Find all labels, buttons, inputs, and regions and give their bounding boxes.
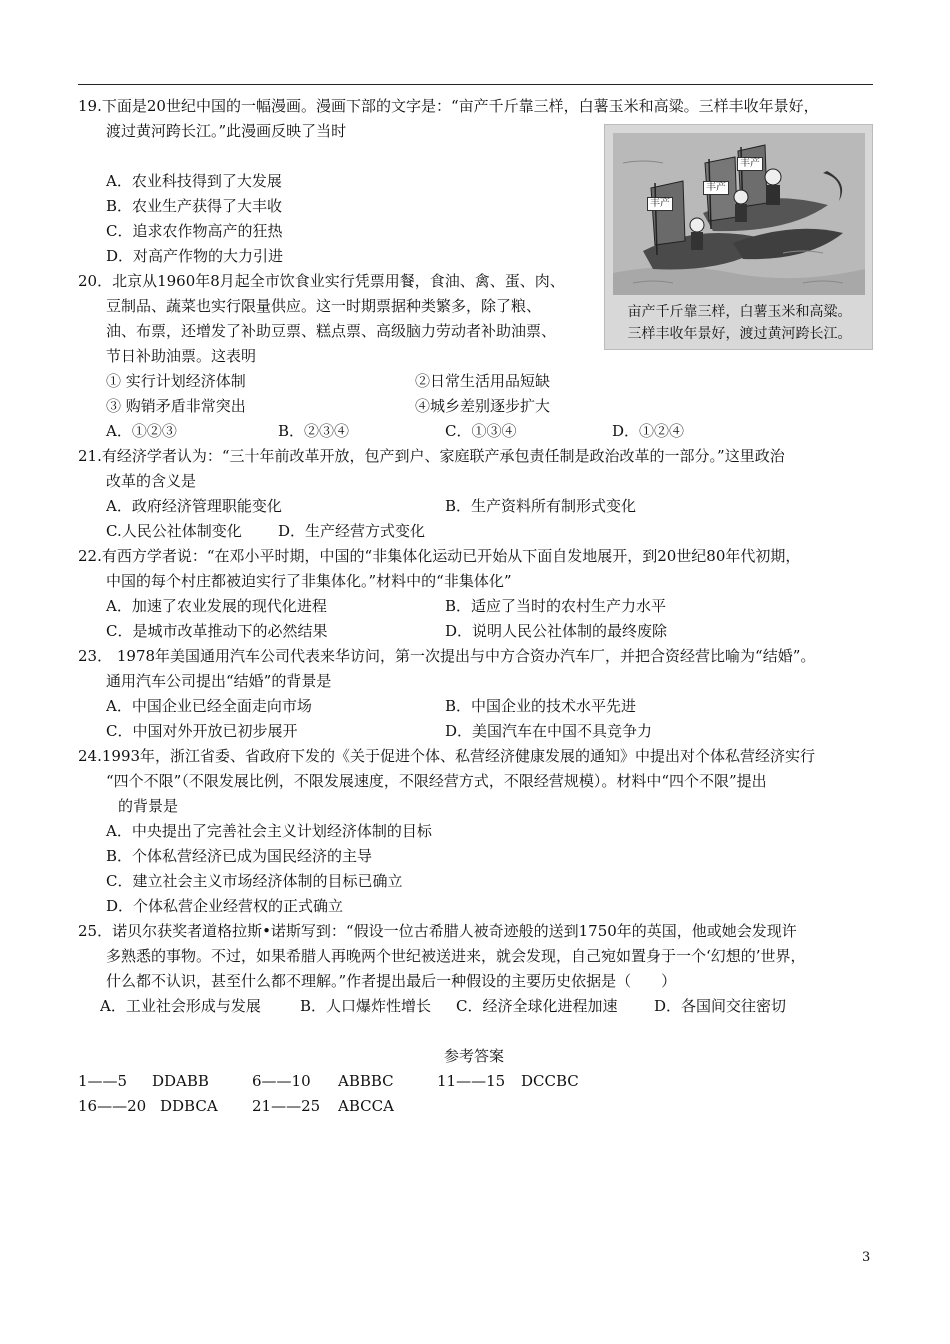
q20-option-d: D．①②④ bbox=[612, 422, 685, 440]
q24-stem-line3: 的背景是 bbox=[118, 797, 179, 815]
q22-stem-line2: 中国的每个村庄都被迫实行了非集体化。”材料中的“非集体化” bbox=[106, 572, 512, 590]
q21-option-a: A．政府经济管理职能变化 bbox=[106, 497, 282, 515]
q20-stem-line2: 豆制品、蔬菜也实行限量供应。这一时期票据种类繁多，除了粮、 bbox=[106, 297, 542, 315]
q20-option-c: C．①③④ bbox=[445, 422, 517, 440]
q23-stem-line1: 23． 1978年美国通用汽车公司代表来华访问，第一次提出与中方合资办汽车厂，并把合资经营比喻为“结婚”。 bbox=[78, 647, 816, 665]
q21-option-c: C.人民公社体制变化 bbox=[106, 522, 242, 540]
answers-range-3: 11——15 bbox=[437, 1072, 506, 1090]
q19-option-d: D．对高产作物的大力引进 bbox=[106, 247, 284, 265]
answers-value-2: ABBBC bbox=[338, 1072, 394, 1090]
q20-stem-line4: 节日补助油票。这表明 bbox=[106, 347, 257, 365]
q20-item-2: ②日常生活用品短缺 bbox=[415, 372, 551, 390]
q23-option-d: D．美国汽车在中国不具竞争力 bbox=[445, 722, 653, 740]
cartoon-tag-3: 丰产 bbox=[737, 157, 763, 171]
q24-stem-line1: 24.1993年，浙江省委、省政府下发的《关于促进个体、私营经济健康发展的通知》中提出对个体私营经济实行 bbox=[78, 747, 816, 765]
answers-range-2: 6——10 bbox=[252, 1072, 311, 1090]
q20-stem-line3: 油、布票，还增发了补助豆票、糕点票、高级脑力劳动者补助油票、 bbox=[106, 322, 557, 340]
cartoon-figure bbox=[604, 124, 873, 350]
q23-option-c: C．中国对外开放已初步展开 bbox=[106, 722, 298, 740]
q22-option-d: D．说明人民公社体制的最终废除 bbox=[445, 622, 668, 640]
answers-value-1: DDABB bbox=[152, 1072, 209, 1090]
q25-stem-line1: 25．诺贝尔获奖者道格拉斯•诺斯写到：“假设一位古希腊人被奇迹般的送到1750年的英国，他或她会发现许 bbox=[78, 922, 797, 940]
q20-item-4: ④城乡差别逐步扩大 bbox=[415, 397, 551, 415]
q25-stem-line2: 多熟悉的事物。不过，如果希腊人再晚两个世纪被送进来，就会发现，自己宛如置身于一个‘幻想的’世界， bbox=[106, 947, 806, 965]
answers-range-1: 1——5 bbox=[78, 1072, 128, 1090]
q23-option-b: B．中国企业的技术水平先进 bbox=[445, 697, 637, 715]
q25-option-b: B．人口爆炸性增长 bbox=[300, 997, 432, 1015]
q22-option-b: B．适应了当时的农村生产力水平 bbox=[445, 597, 667, 615]
q20-item-1: ① 实行计划经济体制 bbox=[106, 372, 246, 390]
q22-option-c: C．是城市改革推动下的必然结果 bbox=[106, 622, 328, 640]
q23-stem-line2: 通用汽车公司提出“结婚”的背景是 bbox=[106, 672, 332, 690]
q19-stem-line1: 19.下面是20世纪中国的一幅漫画。漫画下部的文字是：“亩产千斤靠三样，白薯玉米和高粱。三样丰收年景好， bbox=[78, 97, 819, 115]
q21-option-d: D．生产经营方式变化 bbox=[278, 522, 426, 540]
q25-option-d: D．各国间交往密切 bbox=[654, 997, 787, 1015]
q21-stem-line1: 21.有经济学者认为：“三十年前改革开放，包产到户、家庭联产承包责任制是政治改革的一部分。”这里政治 bbox=[78, 447, 785, 465]
q23-option-a: A．中国企业已经全面走向市场 bbox=[106, 697, 312, 715]
q19-option-b: B．农业生产获得了大丰收 bbox=[106, 197, 283, 215]
answers-range-4: 16——20 bbox=[78, 1097, 147, 1115]
q19-option-c: C．追求农作物高产的狂热 bbox=[106, 222, 283, 240]
q25-option-c: C．经济全球化进程加速 bbox=[456, 997, 618, 1015]
q19-option-a: A．农业科技得到了大发展 bbox=[106, 172, 282, 190]
q21-option-b: B．生产资料所有制形式变化 bbox=[445, 497, 637, 515]
q22-option-a: A．加速了农业发展的现代化进程 bbox=[106, 597, 327, 615]
q21-stem-line2: 改革的含义是 bbox=[106, 472, 197, 490]
q20-option-a: A．①②③ bbox=[106, 422, 177, 440]
answers-title: 参考答案 bbox=[444, 1047, 505, 1065]
cartoon-tag-1: 丰产 bbox=[647, 197, 673, 211]
page-number: 3 bbox=[862, 1250, 871, 1265]
q24-option-a: A．中央提出了完善社会主义计划经济体制的目标 bbox=[106, 822, 432, 840]
q22-stem-line1: 22.有西方学者说：“在邓小平时期，中国的“非集体化运动已开始从下面自发地展开，到20世纪80年代初期， bbox=[78, 547, 801, 565]
q24-option-c: C．建立社会主义市场经济体制的目标已确立 bbox=[106, 872, 403, 890]
answers-range-5: 21——25 bbox=[252, 1097, 321, 1115]
q20-stem-line1: 20．北京从1960年8月起全市饮食业实行凭票用餐，食油、禽、蛋、肉、 bbox=[78, 272, 565, 290]
q24-stem-line2: “四个不限”（不限发展比例，不限发展速度，不限经营方式，不限经营规模）。材料中“四个不限”提出 bbox=[106, 772, 767, 790]
answers-value-3: DCCBC bbox=[521, 1072, 579, 1090]
q20-item-3: ③ 购销矛盾非常突出 bbox=[106, 397, 246, 415]
q19-stem-line2: 渡过黄河跨长江。”此漫画反映了当时 bbox=[106, 122, 347, 140]
answers-value-4: DDBCA bbox=[160, 1097, 218, 1115]
q25-option-a: A．工业社会形成与发展 bbox=[100, 997, 261, 1015]
q24-option-d: D．个体私营企业经营权的正式确立 bbox=[106, 897, 344, 915]
cartoon-tag-2: 丰产 bbox=[703, 181, 729, 195]
cartoon-caption-line2: 三样丰收年景好，渡过黄河跨长江。 bbox=[627, 326, 852, 342]
q20-option-b: B．②③④ bbox=[278, 422, 350, 440]
answers-value-5: ABCCA bbox=[338, 1097, 394, 1115]
q25-stem-line3: 什么都不认识，甚至什么都不理解。”作者提出最后一种假设的主要历史依据是（ ） bbox=[106, 972, 677, 990]
cartoon-caption-line1: 亩产千斤靠三样，白薯玉米和高粱。 bbox=[627, 304, 852, 320]
q24-option-b: B．个体私营经济已成为国民经济的主导 bbox=[106, 847, 373, 865]
header-rule bbox=[78, 84, 873, 85]
